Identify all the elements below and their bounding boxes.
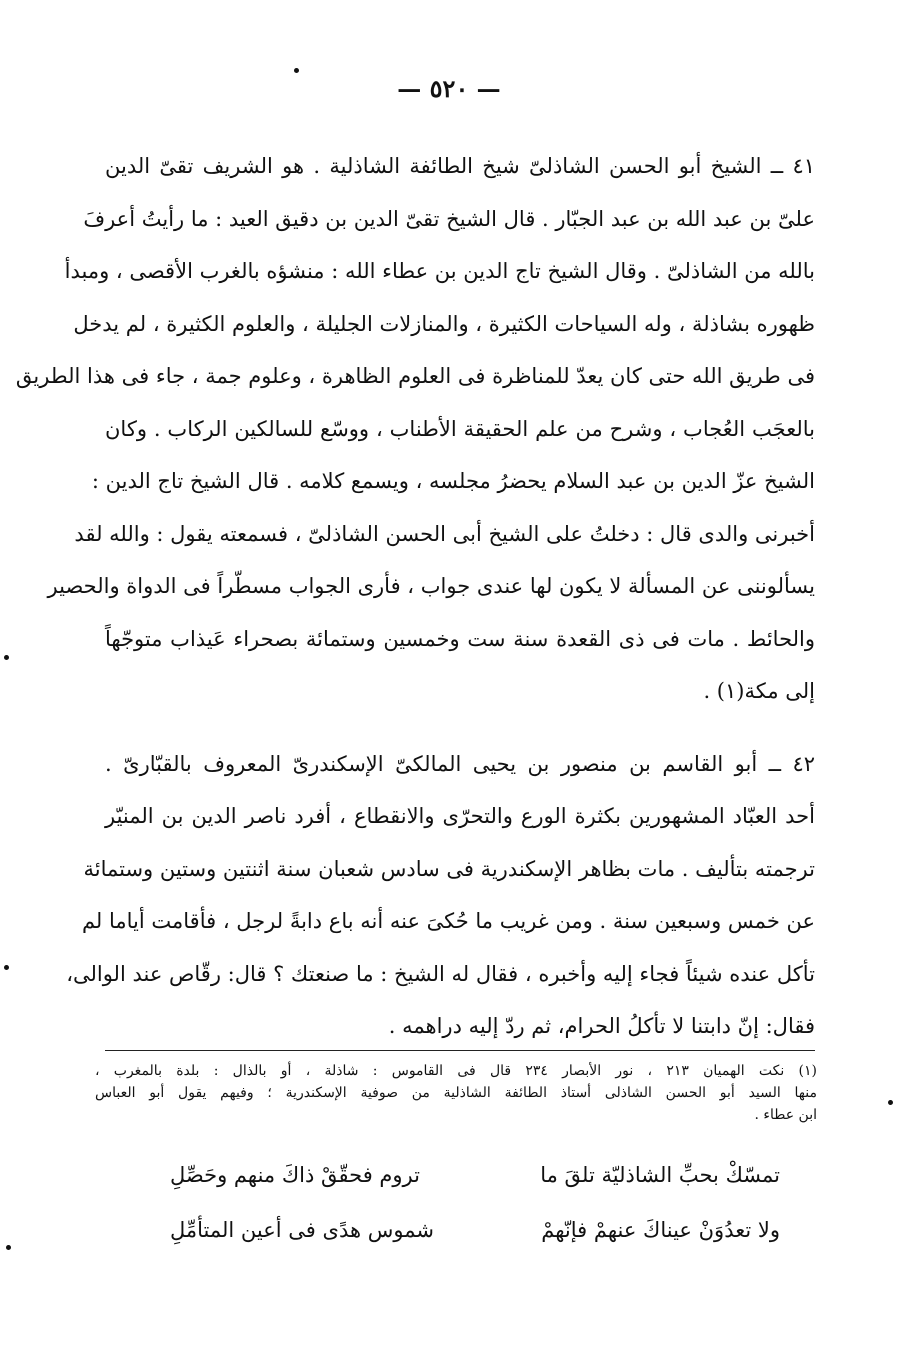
footnote-line-2: منها السيد أبو الحسن الشاذلى أستاذ الطائفة الشاذلية من صوفية الإسكندرية ؛ وفيهم يقول أبو العباس <box>95 1085 817 1101</box>
page-number: — ٥٢٠ — <box>397 74 501 103</box>
verse-1-first-hemistich: تمسّكْ بحبِّ الشاذليّة تلقَ ما <box>540 1163 780 1187</box>
verse-1-second-hemistich: تروم فحقّقْ ذاكَ منهم وحَصِّلِ <box>170 1163 420 1187</box>
ink-dot <box>4 965 9 970</box>
ink-dot <box>6 1245 11 1250</box>
verse-1 <box>170 1155 780 1195</box>
footnote-divider <box>105 1050 815 1051</box>
footnote-line-3: ابن عطاء . <box>754 1107 817 1123</box>
text-line-6: بالعجَب العُجاب ، وشرح من علم الحقيقة الأطناب ، ووسّع للسالكين الركاب . وكان <box>105 416 815 441</box>
verse-2-first-hemistich: ولا تعدُوَنْ عيناكَ عنهمْ فإنّهمْ <box>541 1218 780 1242</box>
verse-2-second-hemistich: شموس هدًى فى أعين المتأمِّلِ <box>170 1218 434 1242</box>
text-line-17: فقال: إنّ دابتنا لا تأكلُ الحرام، ثم ردّ إليه دراهمه . <box>388 1014 815 1038</box>
footnote <box>95 1060 817 1126</box>
text-line-9: يسألوننى عن المسألة لا يكون لها عندى جواب ، فأرى الجواب مسطّراً فى الدواة والحصير <box>47 574 815 598</box>
ink-dot <box>888 1100 893 1105</box>
ink-dot <box>4 655 9 660</box>
text-line-3: بالله من الشاذلىّ . وقال الشيخ تاج الدين بن عطاء الله : منشؤه بالغرب الأقصى ، ومبدأ <box>64 259 815 283</box>
text-line-8: أخبرنى والدى قال : دخلتُ على الشيخ أبى الحسن الشاذلىّ ، فسمعته يقول : والله لقد <box>74 521 815 546</box>
verse-2 <box>170 1210 780 1250</box>
text-line-16: تأكل عنده شيئاً فجاء إليه وأخبره ، فقال له الشيخ : ما صنعتك ؟ قال: رقّاص عند الوالى، <box>66 961 815 986</box>
text-line-14: ترجمته بتأليف . مات بظاهر الإسكندرية فى سادس شعبان سنة اثنتين وستين وستمائة <box>83 856 815 881</box>
text-line-12: ٤٢ ــ أبو القاسم بن منصور بن يحيى المالكىّ الإسكندرىّ المعروف بالقبّارىّ . <box>105 751 815 776</box>
text-line-1: ٤١ ــ الشيخ أبو الحسن الشاذلىّ شيخ الطائفة الشاذلية . هو الشريف تقىّ الدين <box>105 154 815 178</box>
text-line-15: عن خمس وسبعين سنة . ومن غريب ما حُكىَ عنه أنه باع دابةً لرجل ، فأقامت أياما لم <box>81 909 815 933</box>
text-line-10: والحائط . مات فى ذى القعدة سنة ست وخمسين وستمائة بصحراء عَيذاب متوجّهاً <box>105 626 815 651</box>
ink-dot <box>294 68 299 73</box>
footnote-line-1: (١) نكت الهميان ٢١٣ ، نور الأبصار ٢٣٤ قال فى القاموس : شاذلة ، أو بالذال : بلدة بالمغرب ، <box>95 1063 817 1079</box>
text-line-2: علىّ بن عبد الله بن عبد الجبّار . قال الشيخ تقىّ الدين بن دقيق العيد : ما رأيتُ أعرفَ <box>83 206 815 231</box>
main-text <box>15 140 815 1053</box>
text-line-11: إلى مكة(١) . <box>703 679 815 703</box>
text-line-7: الشيخ عزّ الدين بن عبد السلام يحضرُ مجلسه ، ويسمع كلامه . قال الشيخ تاج الدين : <box>91 469 815 493</box>
text-line-5: فى طريق الله حتى كان يعدّ للمناظرة فى العلوم الظاهرة ، وعلوم جمة ، جاء فى هذا الطريق <box>15 364 815 388</box>
text-line-13: أحد العبّاد المشهورين بكثرة الورع والتحرّى والانقطاع ، أفرد ناصر الدين بن المنيّر <box>105 804 815 828</box>
text-line-4: ظهوره بشاذلة ، وله السياحات الكثيرة ، والمنازلات الجليلة ، والعلوم الكثيرة ، لم يدخل <box>73 311 815 336</box>
